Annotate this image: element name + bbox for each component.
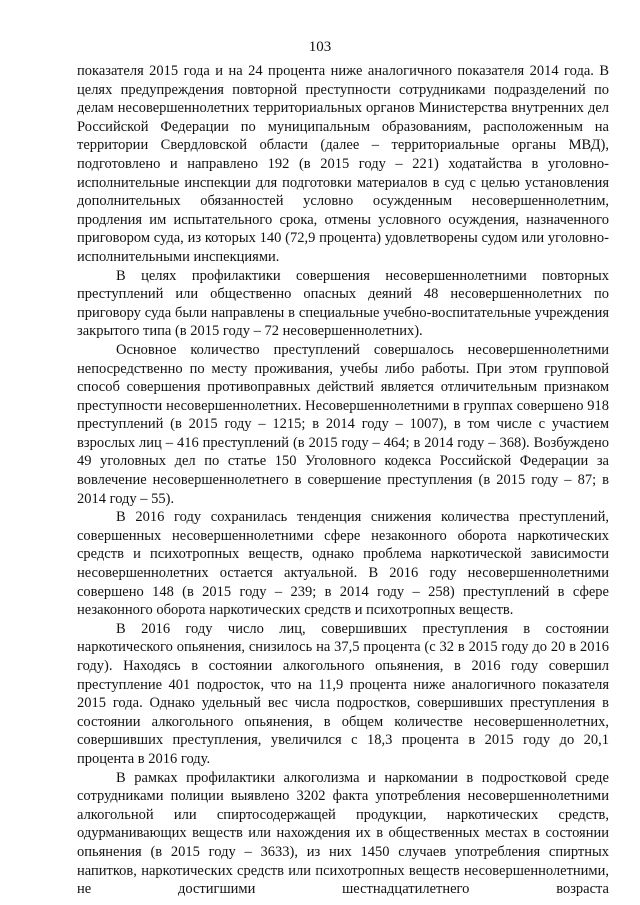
paragraph-special-institutions: В целях профилактики совершения несовершеннолетними повторных преступлений или общественно опасных деяний 48 несовершеннолетних по приговору суда были направлены в специальные учебно-воспитательные учреждения закрытого типа (в 2015 году – 72 несовершеннолетних). <box>77 267 609 340</box>
paragraph-intoxication: В 2016 году число лиц, совершивших преступления в состоянии наркотического опьянения, снизилось на 37,5 процента (с 32 в 2015 году до 20 в 2016 году). Находясь в состоянии алкогольного опьянения, в 2016 году совершил преступление 401 подросток, что на 11,9 процента ниже аналогичного показателя 2015 года. Однако удельный вес числа подростков, совершивших преступления в состоянии алкогольного опьянения, в общем количестве несовершеннолетних, совершивших преступления, увеличился с 18,3 процента в 2015 году до 20,1 процента в 2016 году. <box>77 620 609 767</box>
paragraph-group-crimes: Основное количество преступлений совершалось несовершеннолетними непосредственно по месту проживания, учебы либо работы. При этом групповой способ совершения противоправных действий является отличительным признаком преступности несовершеннолетних. Несовершеннолетними в группах совершено 918 преступлений (в 2015 году – 1215; в 2014 году – 1007), в том числе с участием взрослых лиц – 416 преступлений (в 2015 году – 464; в 2014 году – 368). Возбуждено 49 уголовных дел по статье 150 Уголовного кодекса Российской Федерации за вовлечение несовершеннолетнего в совершение преступления (в 2015 году – 87; в 2014 году – 55). <box>77 341 609 507</box>
body-text <box>77 62 609 899</box>
paragraph-drug-trafficking: В 2016 году сохранилась тенденция снижения количества преступлений, совершенных несовершеннолетними сфере незаконного оборота наркотических средств и психотропных веществ, однако проблема наркотической зависимости несовершеннолетних остается актуальной. В 2016 году несовершеннолетними совершено 148 (в 2015 году – 239; в 2014 году – 258) преступлений в сфере незаконного оборота наркотических средств и психотропных веществ. <box>77 509 609 619</box>
paragraph-alcohol-prevention: В рамках профилактики алкоголизма и наркомании в подростковой среде сотрудниками полиции выявлено 3202 факта употребления несовершеннолетними алкогольной или спиртосодержащей продукции, наркотических средств, одурманивающих веществ или нахождения их в общественных местах в состоянии опьянения (в 2015 году – 3633), из них 1450 случаев употребления спиртных напитков, наркотических средств или психотропных веществ несовершеннолетними, не достигшими шестнадцатилетнего возраста <box>77 769 609 898</box>
paragraph-continuation: показателя 2015 года и на 24 процента ниже аналогичного показателя 2014 года. В целях предупреждения повторной преступности сотрудниками подразделений по делам несовершеннолетних территориальных органов Министерства внутренних дел Российской Федерации по муниципальным образованиям, расположенным на территории Свердловской области (далее – территориальные органы МВД), подготовлено и направлено 192 (в 2015 году – 221) ходатайства в уголовно-исполнительные инспекции для подготовки материалов в суд с целью установления дополнительных обязанностей условно осужденным несовершеннолетним, продления им испытательного срока, отмены условного осуждения, назначенного приговором суда, из которых 140 (72,9 процента) удовлетворены судом или уголовно-исполнительными инспекциями. <box>77 63 609 265</box>
page-number: 103 <box>308 39 332 55</box>
